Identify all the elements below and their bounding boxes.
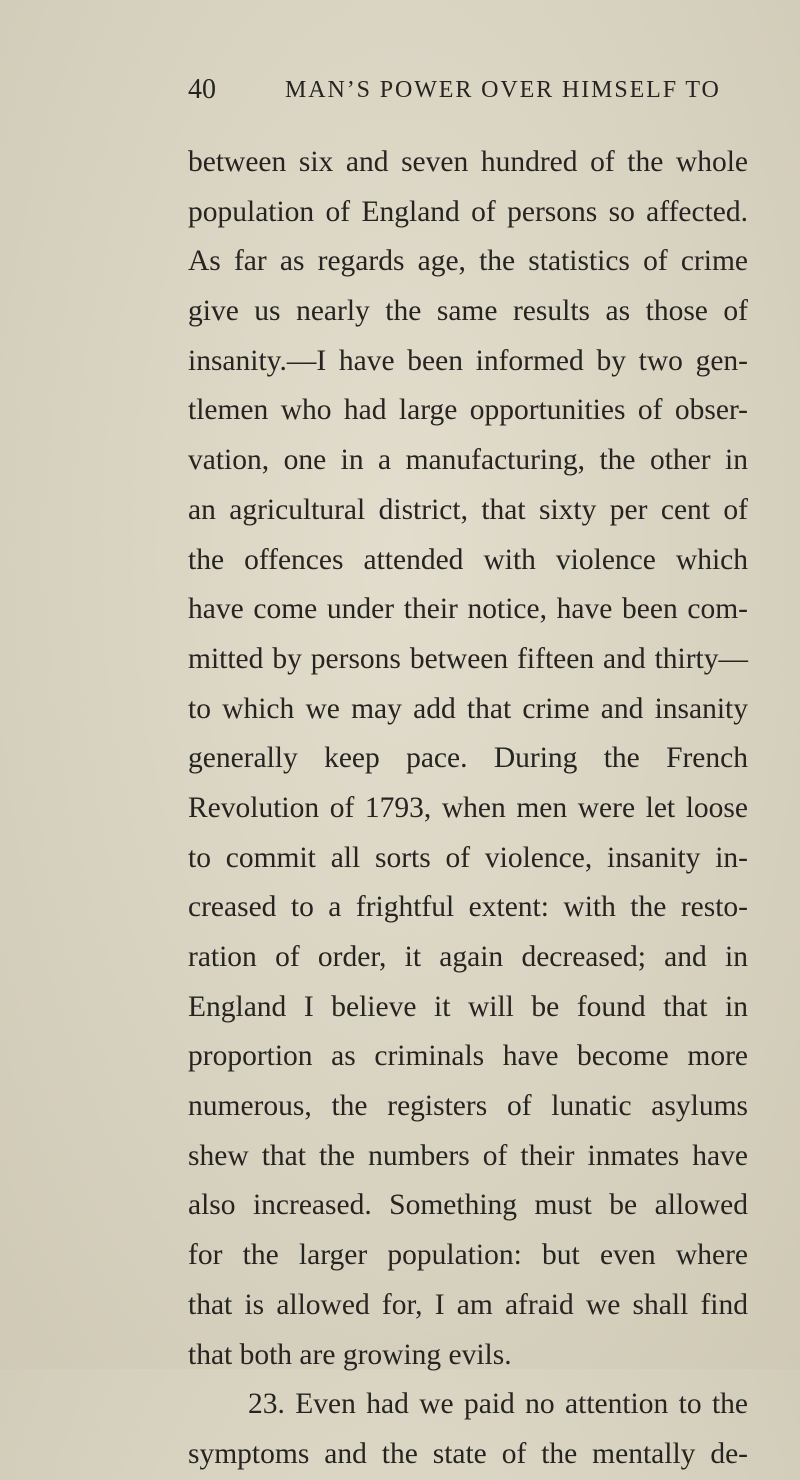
text-line: symptoms and the state of the mentally de- xyxy=(188,1437,748,1470)
text-line: also increased. Something must be allowed xyxy=(188,1189,748,1222)
text-line: for the larger population: but even where xyxy=(188,1239,748,1272)
text-line: generally keep pace. During the French xyxy=(188,742,748,775)
text-line: As far as regards age, the statistics of crime xyxy=(188,245,748,278)
running-title: MAN’S POWER OVER HIMSELF TO xyxy=(285,77,721,103)
page-number: 40 xyxy=(188,74,216,105)
text-line: mitted by persons between fifteen and thirty— xyxy=(188,642,748,675)
text-line: to commit all sorts of violence, insanity in- xyxy=(188,841,748,874)
text-line: tlemen who had large opportunities of obser- xyxy=(188,394,748,427)
text-line: an agricultural district, that sixty per cent of xyxy=(188,493,748,526)
text-line: that is allowed for, I am afraid we shall find xyxy=(188,1288,748,1321)
text-line: creased to a frightful extent: with the resto- xyxy=(188,891,748,924)
text-line: ration of order, it again decreased; and in xyxy=(188,941,748,973)
text-line: to which we may add that crime and insanity xyxy=(188,692,748,725)
section-start-line: 23. Even had we paid no attention to the xyxy=(248,1388,748,1421)
text-line: Revolution of 1793, when men were let loose xyxy=(188,791,748,824)
text-line: numerous, the registers of lunatic asylums xyxy=(188,1090,748,1123)
text-line: shew that the numbers of their inmates have xyxy=(188,1139,748,1172)
paragraph-end-line: that both are growing evils. xyxy=(188,1338,512,1371)
running-head xyxy=(188,74,748,114)
body-text xyxy=(188,138,748,1480)
text-line: population of England of persons so affected. xyxy=(188,195,748,228)
text-line: between six and seven hundred of the whole xyxy=(188,146,748,178)
text-line: England I believe it will be found that in xyxy=(188,990,748,1023)
text-line: insanity.—I have been informed by two gen- xyxy=(188,344,748,377)
text-line: proportion as criminals have become more xyxy=(188,1040,748,1073)
text-line: have come under their notice, have been com- xyxy=(188,593,748,626)
text-line: the offences attended with violence which xyxy=(188,543,748,576)
text-line: vation, one in a manufacturing, the other in xyxy=(188,444,748,477)
text-line: give us nearly the same results as those of xyxy=(188,295,748,328)
